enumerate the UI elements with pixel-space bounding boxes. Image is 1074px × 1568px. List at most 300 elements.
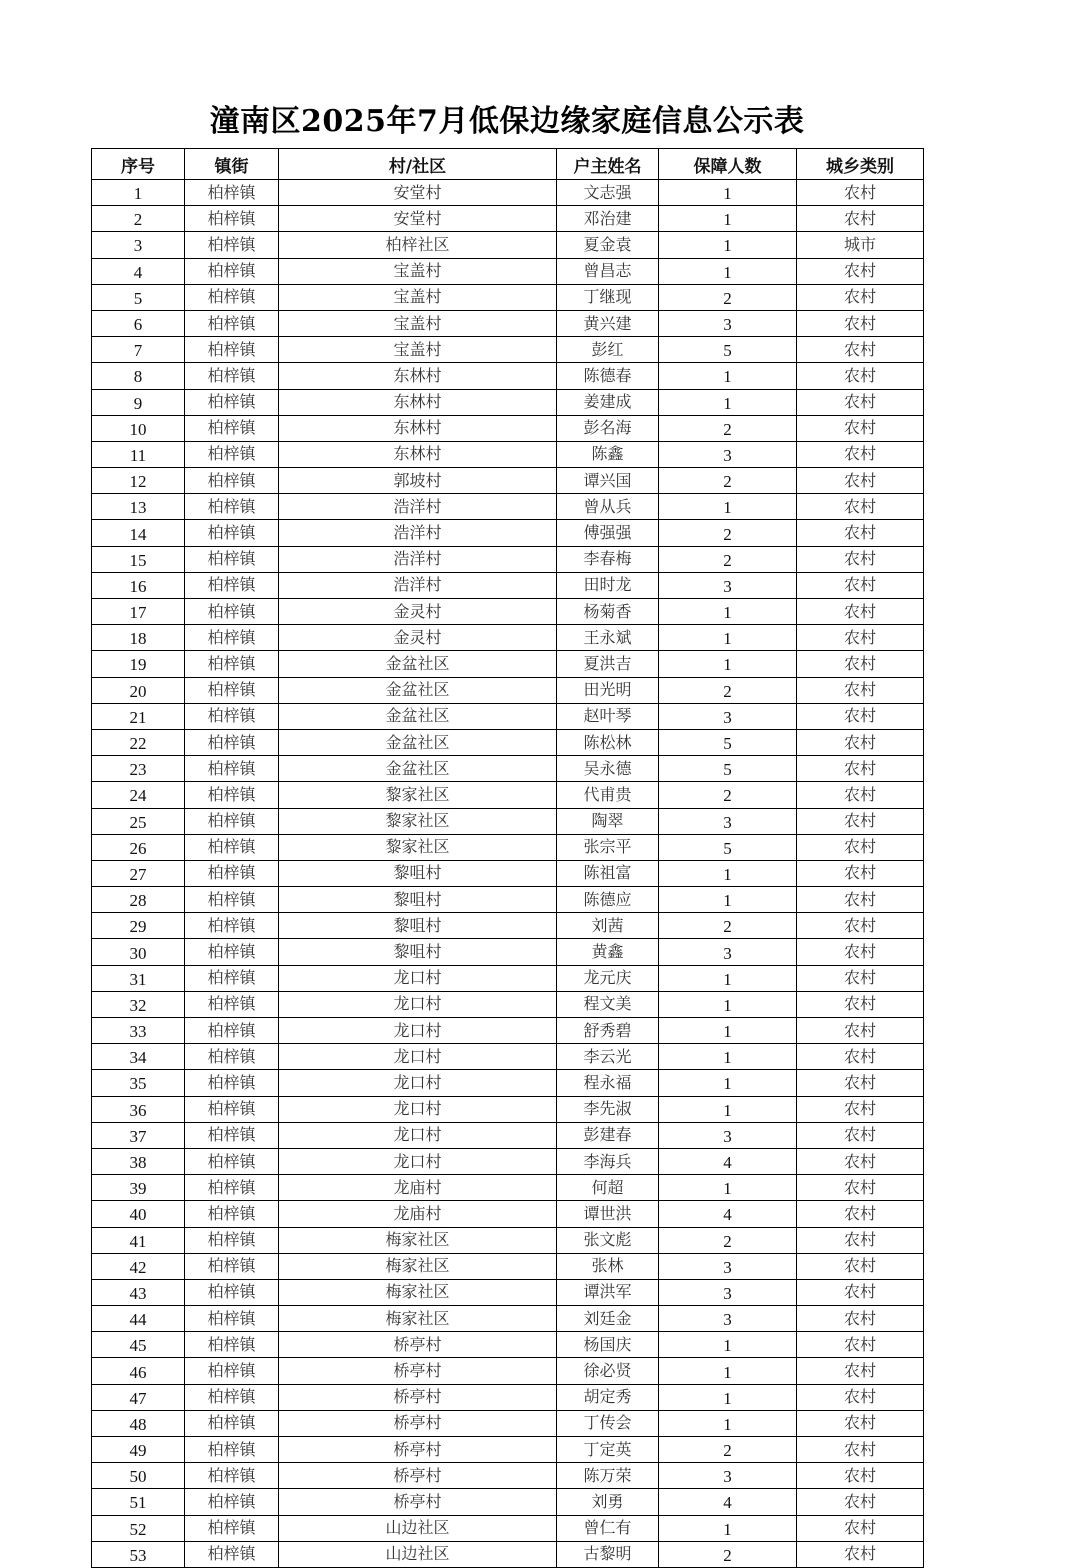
seq-cell: 20: [92, 677, 185, 703]
town-cell: 柏梓镇: [185, 1489, 279, 1515]
town-cell: 柏梓镇: [185, 337, 279, 363]
householder-cell: 夏洪吉: [557, 651, 659, 677]
seq-cell: 34: [92, 1044, 185, 1070]
community-cell: 金盆社区: [279, 677, 557, 703]
town-cell: 柏梓镇: [185, 703, 279, 729]
covered-count-cell: 1: [659, 860, 797, 886]
town-cell: 柏梓镇: [185, 939, 279, 965]
seq-cell: 29: [92, 913, 185, 939]
category-cell: 农村: [797, 599, 924, 625]
seq-cell: 22: [92, 729, 185, 755]
householder-cell: 代甫贵: [557, 782, 659, 808]
community-cell: 宝盖村: [279, 258, 557, 284]
seq-cell: 15: [92, 546, 185, 572]
table-body: [92, 180, 924, 1568]
householder-cell: 龙元庆: [557, 965, 659, 991]
seq-cell: 40: [92, 1201, 185, 1227]
community-cell: 梅家社区: [279, 1279, 557, 1305]
householder-cell: 谭洪军: [557, 1279, 659, 1305]
community-cell: 金灵村: [279, 599, 557, 625]
householder-cell: 胡定秀: [557, 1384, 659, 1410]
seq-cell: 2: [92, 206, 185, 232]
town-cell: 柏梓镇: [185, 729, 279, 755]
householder-cell: 傅强强: [557, 520, 659, 546]
table-row: [92, 546, 924, 572]
table-row: [92, 1332, 924, 1358]
town-cell: 柏梓镇: [185, 1096, 279, 1122]
covered-count-cell: 3: [659, 441, 797, 467]
community-cell: 安堂村: [279, 180, 557, 206]
covered-count-cell: 1: [659, 1410, 797, 1436]
covered-count-cell: 2: [659, 520, 797, 546]
town-cell: 柏梓镇: [185, 1437, 279, 1463]
category-cell: 农村: [797, 1437, 924, 1463]
seq-cell: 4: [92, 258, 185, 284]
roster-table: [91, 148, 924, 1568]
community-cell: 金灵村: [279, 625, 557, 651]
seq-cell: 51: [92, 1489, 185, 1515]
seq-cell: 8: [92, 363, 185, 389]
table-row: [92, 599, 924, 625]
covered-count-cell: 2: [659, 677, 797, 703]
community-cell: 龙口村: [279, 1122, 557, 1148]
town-cell: 柏梓镇: [185, 232, 279, 258]
householder-cell: 张宗平: [557, 834, 659, 860]
community-cell: 浩洋村: [279, 520, 557, 546]
town-cell: 柏梓镇: [185, 494, 279, 520]
householder-cell: 刘茜: [557, 913, 659, 939]
table-row: [92, 625, 924, 651]
category-cell: 农村: [797, 1515, 924, 1541]
seq-cell: 3: [92, 232, 185, 258]
householder-cell: 文志强: [557, 180, 659, 206]
table-row: [92, 441, 924, 467]
table-row: [92, 887, 924, 913]
column-header-community: 村/社区: [279, 149, 557, 180]
category-cell: 农村: [797, 677, 924, 703]
covered-count-cell: 2: [659, 1541, 797, 1567]
town-cell: 柏梓镇: [185, 1253, 279, 1279]
householder-cell: 杨菊香: [557, 599, 659, 625]
community-cell: 梅家社区: [279, 1227, 557, 1253]
table-row: [92, 1201, 924, 1227]
town-cell: 柏梓镇: [185, 389, 279, 415]
community-cell: 龙口村: [279, 1070, 557, 1096]
householder-cell: 吴永德: [557, 756, 659, 782]
seq-cell: 7: [92, 337, 185, 363]
householder-cell: 彭名海: [557, 415, 659, 441]
table-row: [92, 1253, 924, 1279]
category-cell: 农村: [797, 808, 924, 834]
householder-cell: 曾从兵: [557, 494, 659, 520]
covered-count-cell: 1: [659, 991, 797, 1017]
category-cell: 农村: [797, 1227, 924, 1253]
town-cell: 柏梓镇: [185, 1541, 279, 1567]
seq-cell: 16: [92, 572, 185, 598]
table-row: [92, 1122, 924, 1148]
covered-count-cell: 4: [659, 1489, 797, 1515]
householder-cell: 刘勇: [557, 1489, 659, 1515]
table-row: [92, 1515, 924, 1541]
table-row: [92, 180, 924, 206]
category-cell: 农村: [797, 1148, 924, 1174]
covered-count-cell: 1: [659, 1358, 797, 1384]
table-row: [92, 337, 924, 363]
householder-cell: 赵叶琴: [557, 703, 659, 729]
community-cell: 山边社区: [279, 1541, 557, 1567]
category-cell: 农村: [797, 1253, 924, 1279]
covered-count-cell: 1: [659, 180, 797, 206]
community-cell: 桥亭村: [279, 1332, 557, 1358]
community-cell: 浩洋村: [279, 572, 557, 598]
town-cell: 柏梓镇: [185, 468, 279, 494]
seq-cell: 10: [92, 415, 185, 441]
covered-count-cell: 3: [659, 1306, 797, 1332]
householder-cell: 王永斌: [557, 625, 659, 651]
category-cell: 农村: [797, 991, 924, 1017]
community-cell: 东林村: [279, 415, 557, 441]
town-cell: 柏梓镇: [185, 625, 279, 651]
covered-count-cell: 5: [659, 337, 797, 363]
seq-cell: 18: [92, 625, 185, 651]
category-cell: 农村: [797, 206, 924, 232]
column-header-town: 镇街: [185, 149, 279, 180]
householder-cell: 丁传会: [557, 1410, 659, 1436]
householder-cell: 彭红: [557, 337, 659, 363]
householder-cell: 丁继现: [557, 284, 659, 310]
town-cell: 柏梓镇: [185, 441, 279, 467]
table-row: [92, 363, 924, 389]
town-cell: 柏梓镇: [185, 756, 279, 782]
category-cell: 农村: [797, 860, 924, 886]
seq-cell: 42: [92, 1253, 185, 1279]
table-row: [92, 258, 924, 284]
covered-count-cell: 3: [659, 703, 797, 729]
covered-count-cell: 3: [659, 310, 797, 336]
category-cell: 农村: [797, 1201, 924, 1227]
town-cell: 柏梓镇: [185, 1463, 279, 1489]
covered-count-cell: 3: [659, 939, 797, 965]
community-cell: 桥亭村: [279, 1358, 557, 1384]
table-row: [92, 415, 924, 441]
table-row: [92, 1070, 924, 1096]
covered-count-cell: 1: [659, 1515, 797, 1541]
category-cell: 农村: [797, 441, 924, 467]
householder-cell: 彭建春: [557, 1122, 659, 1148]
community-cell: 宝盖村: [279, 310, 557, 336]
category-cell: 农村: [797, 1384, 924, 1410]
table-row: [92, 572, 924, 598]
householder-cell: 田光明: [557, 677, 659, 703]
community-cell: 东林村: [279, 363, 557, 389]
community-cell: 浩洋村: [279, 494, 557, 520]
community-cell: 东林村: [279, 441, 557, 467]
covered-count-cell: 1: [659, 1044, 797, 1070]
community-cell: 龙庙村: [279, 1201, 557, 1227]
covered-count-cell: 2: [659, 1437, 797, 1463]
table-row: [92, 939, 924, 965]
covered-count-cell: 1: [659, 1070, 797, 1096]
seq-cell: 9: [92, 389, 185, 415]
town-cell: 柏梓镇: [185, 1018, 279, 1044]
category-cell: 农村: [797, 572, 924, 598]
seq-cell: 30: [92, 939, 185, 965]
seq-cell: 45: [92, 1332, 185, 1358]
covered-count-cell: 3: [659, 808, 797, 834]
householder-cell: 黄鑫: [557, 939, 659, 965]
community-cell: 黎家社区: [279, 808, 557, 834]
town-cell: 柏梓镇: [185, 520, 279, 546]
table-row: [92, 206, 924, 232]
seq-cell: 44: [92, 1306, 185, 1332]
householder-cell: 程文美: [557, 991, 659, 1017]
table-row: [92, 782, 924, 808]
community-cell: 金盆社区: [279, 651, 557, 677]
covered-count-cell: 1: [659, 494, 797, 520]
page-title: 潼南区2025年7月低保边缘家庭信息公示表: [209, 104, 805, 139]
covered-count-cell: 2: [659, 1227, 797, 1253]
category-cell: 农村: [797, 1018, 924, 1044]
category-cell: 农村: [797, 834, 924, 860]
town-cell: 柏梓镇: [185, 834, 279, 860]
category-cell: 农村: [797, 1541, 924, 1567]
householder-cell: 李云光: [557, 1044, 659, 1070]
town-cell: 柏梓镇: [185, 310, 279, 336]
seq-cell: 48: [92, 1410, 185, 1436]
community-cell: 宝盖村: [279, 284, 557, 310]
town-cell: 柏梓镇: [185, 677, 279, 703]
category-cell: 农村: [797, 1279, 924, 1305]
householder-cell: 古黎明: [557, 1541, 659, 1567]
householder-cell: 陈松林: [557, 729, 659, 755]
table-row: [92, 494, 924, 520]
category-cell: 农村: [797, 494, 924, 520]
table-row: [92, 703, 924, 729]
category-cell: 农村: [797, 389, 924, 415]
table-row: [92, 1410, 924, 1436]
table-row: [92, 310, 924, 336]
householder-cell: 丁定英: [557, 1437, 659, 1463]
table-row: [92, 520, 924, 546]
table-row: [92, 677, 924, 703]
town-cell: 柏梓镇: [185, 599, 279, 625]
covered-count-cell: 5: [659, 729, 797, 755]
town-cell: 柏梓镇: [185, 180, 279, 206]
table-row: [92, 991, 924, 1017]
category-cell: 农村: [797, 310, 924, 336]
seq-cell: 21: [92, 703, 185, 729]
town-cell: 柏梓镇: [185, 1148, 279, 1174]
table-row: [92, 1227, 924, 1253]
table-row: [92, 468, 924, 494]
seq-cell: 26: [92, 834, 185, 860]
table-row: [92, 1175, 924, 1201]
seq-cell: 50: [92, 1463, 185, 1489]
covered-count-cell: 1: [659, 1384, 797, 1410]
householder-cell: 陈万荣: [557, 1463, 659, 1489]
seq-cell: 47: [92, 1384, 185, 1410]
covered-count-cell: 3: [659, 1253, 797, 1279]
table-row: [92, 913, 924, 939]
community-cell: 桥亭村: [279, 1463, 557, 1489]
community-cell: 梅家社区: [279, 1253, 557, 1279]
seq-cell: 37: [92, 1122, 185, 1148]
community-cell: 浩洋村: [279, 546, 557, 572]
town-cell: 柏梓镇: [185, 415, 279, 441]
category-cell: 农村: [797, 703, 924, 729]
householder-cell: 陈鑫: [557, 441, 659, 467]
category-cell: 农村: [797, 468, 924, 494]
seq-cell: 14: [92, 520, 185, 546]
town-cell: 柏梓镇: [185, 1044, 279, 1070]
town-cell: 柏梓镇: [185, 1384, 279, 1410]
table-row: [92, 1489, 924, 1515]
table-row: [92, 1463, 924, 1489]
householder-cell: 刘廷金: [557, 1306, 659, 1332]
category-cell: 农村: [797, 913, 924, 939]
table-row: [92, 1096, 924, 1122]
category-cell: 农村: [797, 1096, 924, 1122]
householder-cell: 陈祖富: [557, 860, 659, 886]
community-cell: 梅家社区: [279, 1306, 557, 1332]
community-cell: 金盆社区: [279, 756, 557, 782]
town-cell: 柏梓镇: [185, 782, 279, 808]
town-cell: 柏梓镇: [185, 913, 279, 939]
category-cell: 农村: [797, 1410, 924, 1436]
seq-cell: 39: [92, 1175, 185, 1201]
table-row: [92, 232, 924, 258]
seq-cell: 24: [92, 782, 185, 808]
category-cell: 农村: [797, 1122, 924, 1148]
householder-cell: 张林: [557, 1253, 659, 1279]
town-cell: 柏梓镇: [185, 546, 279, 572]
town-cell: 柏梓镇: [185, 1201, 279, 1227]
community-cell: 黎咀村: [279, 939, 557, 965]
seq-cell: 53: [92, 1541, 185, 1567]
town-cell: 柏梓镇: [185, 1175, 279, 1201]
table-row: [92, 1148, 924, 1174]
covered-count-cell: 1: [659, 599, 797, 625]
covered-count-cell: 5: [659, 756, 797, 782]
town-cell: 柏梓镇: [185, 206, 279, 232]
covered-count-cell: 1: [659, 887, 797, 913]
covered-count-cell: 1: [659, 258, 797, 284]
community-cell: 安堂村: [279, 206, 557, 232]
covered-count-cell: 5: [659, 834, 797, 860]
community-cell: 桥亭村: [279, 1437, 557, 1463]
community-cell: 黎咀村: [279, 913, 557, 939]
seq-cell: 11: [92, 441, 185, 467]
category-cell: 农村: [797, 363, 924, 389]
column-header-seq: 序号: [92, 149, 185, 180]
category-cell: 农村: [797, 180, 924, 206]
town-cell: 柏梓镇: [185, 651, 279, 677]
table-row: [92, 1018, 924, 1044]
seq-cell: 36: [92, 1096, 185, 1122]
seq-cell: 23: [92, 756, 185, 782]
table-row: [92, 808, 924, 834]
householder-cell: 曾昌志: [557, 258, 659, 284]
seq-cell: 49: [92, 1437, 185, 1463]
community-cell: 龙口村: [279, 1044, 557, 1070]
covered-count-cell: 4: [659, 1201, 797, 1227]
town-cell: 柏梓镇: [185, 1227, 279, 1253]
householder-cell: 邓治建: [557, 206, 659, 232]
category-cell: 农村: [797, 337, 924, 363]
seq-cell: 33: [92, 1018, 185, 1044]
covered-count-cell: 3: [659, 1463, 797, 1489]
covered-count-cell: 2: [659, 546, 797, 572]
community-cell: 郭坡村: [279, 468, 557, 494]
seq-cell: 12: [92, 468, 185, 494]
town-cell: 柏梓镇: [185, 572, 279, 598]
column-header-householder: 户主姓名: [557, 149, 659, 180]
community-cell: 桥亭村: [279, 1489, 557, 1515]
covered-count-cell: 1: [659, 651, 797, 677]
category-cell: 农村: [797, 625, 924, 651]
town-cell: 柏梓镇: [185, 887, 279, 913]
community-cell: 龙口村: [279, 1018, 557, 1044]
category-cell: 农村: [797, 1358, 924, 1384]
category-cell: 农村: [797, 965, 924, 991]
table-row: [92, 729, 924, 755]
community-cell: 龙口村: [279, 991, 557, 1017]
town-cell: 柏梓镇: [185, 860, 279, 886]
category-cell: 农村: [797, 1175, 924, 1201]
community-cell: 东林村: [279, 389, 557, 415]
householder-cell: 张文彪: [557, 1227, 659, 1253]
table-row: [92, 284, 924, 310]
table-row: [92, 834, 924, 860]
town-cell: 柏梓镇: [185, 991, 279, 1017]
table-row: [92, 1358, 924, 1384]
seq-cell: 5: [92, 284, 185, 310]
covered-count-cell: 3: [659, 1122, 797, 1148]
category-cell: 农村: [797, 1044, 924, 1070]
category-cell: 农村: [797, 1463, 924, 1489]
category-cell: 农村: [797, 1070, 924, 1096]
category-cell: 农村: [797, 284, 924, 310]
covered-count-cell: 1: [659, 389, 797, 415]
householder-cell: 何超: [557, 1175, 659, 1201]
householder-cell: 陈德应: [557, 887, 659, 913]
table-row: [92, 1279, 924, 1305]
town-cell: 柏梓镇: [185, 1515, 279, 1541]
table-row: [92, 1384, 924, 1410]
householder-cell: 姜建成: [557, 389, 659, 415]
table-row: [92, 389, 924, 415]
covered-count-cell: 4: [659, 1148, 797, 1174]
covered-count-cell: 2: [659, 284, 797, 310]
community-cell: 黎咀村: [279, 887, 557, 913]
seq-cell: 27: [92, 860, 185, 886]
householder-cell: 李先淑: [557, 1096, 659, 1122]
seq-cell: 6: [92, 310, 185, 336]
category-cell: 农村: [797, 939, 924, 965]
householder-cell: 夏金袁: [557, 232, 659, 258]
householder-cell: 谭世洪: [557, 1201, 659, 1227]
covered-count-cell: 2: [659, 782, 797, 808]
covered-count-cell: 1: [659, 1018, 797, 1044]
seq-cell: 17: [92, 599, 185, 625]
category-cell: 农村: [797, 651, 924, 677]
category-cell: 农村: [797, 887, 924, 913]
table-row: [92, 1044, 924, 1070]
community-cell: 桥亭村: [279, 1384, 557, 1410]
table-row: [92, 860, 924, 886]
householder-cell: 李春梅: [557, 546, 659, 572]
town-cell: 柏梓镇: [185, 258, 279, 284]
